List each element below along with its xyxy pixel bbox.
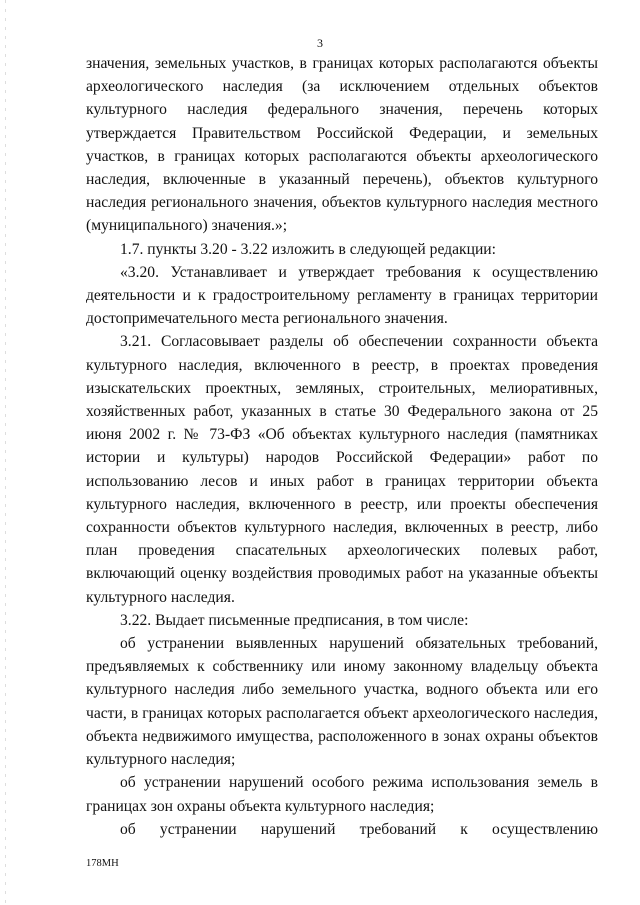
paragraph-3-22: 3.22. Выдает письменные предписания, в том числе:	[120, 611, 469, 629]
page-number: 3	[317, 36, 323, 50]
paragraph-requirements-start: об устранении нарушений требований к осуществлению	[120, 820, 598, 838]
paragraph-3-21: 3.21. Согласовывает разделы об обеспечении сохранности объекта культурного наследия, включенного в реестр, в проектах проведения изыскательских проектных, земляных, строительных, мелиоративных, хозяйственных работ, указанных в статье 30 Федерального закона от 25 июня 2002 г. № 73-ФЗ «Об объектах культурного наследия (памятниках истории и культуры) народов Российской Федерации» работ по использованию лесов и иных работ в границах территории объекта культурного наследия, включенного в реестр, или проекты обеспечения сохранности объектов культурного наследия, включенных в реестр, либо план проведения спасательных археологических полевых работ, включающий оценку воздействия проводимых работ на указанные объекты культурного наследия.	[86, 333, 598, 606]
scan-edge-mark	[5, 0, 6, 905]
paragraph-violations: об устранении выявленных нарушений обязательных требований, предъявляемых к собственнику или иному законному владельцу объекта культурного наследия либо земельного участка, водного объекта или его части, в границах которых располагается объект археологического наследия, объекта недвижимого имущества, расположенного в зонах охраны объектов культурного наследия;	[86, 635, 598, 769]
document-body	[86, 52, 598, 841]
paragraph-land-regime: об устранении нарушений особого режима использования земель в границах зон охраны объекта культурного наследия;	[86, 774, 598, 815]
paragraph-continuation: значения, земельных участков, в границах которых располагаются объекты археологического наследия (за исключением отдельных объектов культурного наследия федерального значения, перечень которых утверждается Правительством Российской Федерации, и земельных участков, в границах которых располагаются объекты археологического наследия, включенные в указанный перечень), объектов культурного наследия регионального значения, объектов культурного наследия местного (муниципального) значения.»;	[86, 55, 598, 235]
footer-document-code: 178МН	[86, 858, 119, 869]
paragraph-3-20: «3.20. Устанавливает и утверждает требования к осуществлению деятельности и к градостроительному регламенту в границах территории достопримечательного места регионального значения.	[86, 263, 598, 328]
paragraph-item-1-7: 1.7. пункты 3.20 - 3.22 изложить в следующей редакции:	[120, 240, 496, 258]
